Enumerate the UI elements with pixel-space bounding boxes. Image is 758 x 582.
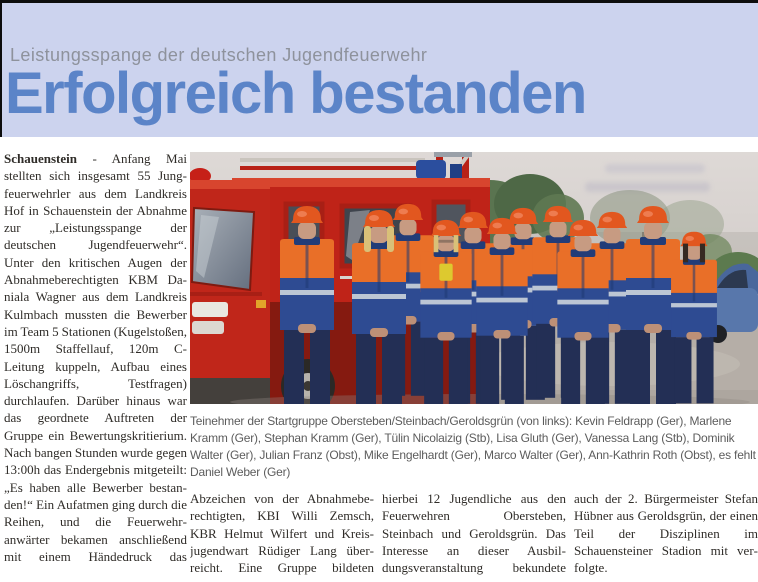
photo-caption: Teinehmer der Startgruppe Obersteben/Steinbach/Geroldsgrün (von links): Kevin Feldrapp (Ger), Marlene Kramm (Ger), Stephan Kramm (Ger), Tülin Nicolaizig (Stb), Lisa Gluth (Ger), Vanessa Lang (Stb), Dominik Walter (Ger), Julian Franz (Obst), Mike Engelhardt (Ger), Marco Walter (Ger), Ann-Kathrin Roth (Obst), es fehlt Daniel Weber (Ger) (190, 414, 756, 479)
article-column-4: auch der 2. Bürgermeister Stefan Hübner aus Geroldsgrün, der einen Teil der Disziplinen im Schauensteiner Stadion mit verfolgte. (574, 491, 758, 576)
article-column-1 (4, 150, 187, 565)
bottom-columns (190, 490, 758, 582)
headline: Erfolgreich bestanden (5, 61, 586, 126)
article-column-3: hierbei 12 Jugendliche aus den Feuerwehren Obersteben, Steinbach und Geroldsgrün. Das Interesse an dieser Ausbildungsveranstaltung bekundete (382, 491, 566, 576)
article-header (0, 0, 758, 137)
lead-word: Schauenstein (4, 151, 77, 166)
column-1-text: - Anfang Mai stellten sich insgesamt 55 Jungfeuerwehrler aus dem Landkreis Hof in Schauenstein der Abnahme zur „Leistungsspange der deutschen Jugendfeuerwehr“. Unter den kritischen Augen der Abnahmeberechtigten KBM Daniala Wagner aus dem Landkreis Kulmbach mussten die Bewerber im Team 5 Stationen (Kugelstoßen, 1500m Staffellauf, 120m C-Leitung kuppeln, Aufbau eines Löschangriffs, Testfragen) durchlaufen. Darüber hinaus war das geordnete Auftreten der Gruppe ein Bewertungskritierium. Nach bangen Stunden wurde gegen 13:00h das Endergebnis mitgeteilt: „Es haben alle Bewerber bestanden!“ Ein Aufatmen ging durch die Reihen, und die Feuerwehranwärter bekamen anschließend mit einem Händedruck das (4, 151, 187, 564)
article-column-2: Abzeichen von der Abnahmeberechtigten, KBI Willi Zemsch, KBR Helmut Wilfert und Kreisjugendwart Rüdiger Lang überreicht. Eine Gruppe bildeten (190, 491, 374, 576)
article-photo-figure (190, 152, 758, 481)
fire-truck-front-view (190, 168, 270, 404)
kicker: Leistungsspange der deutschen Jugendfeuerwehr (10, 45, 428, 65)
group-photo (190, 152, 758, 404)
